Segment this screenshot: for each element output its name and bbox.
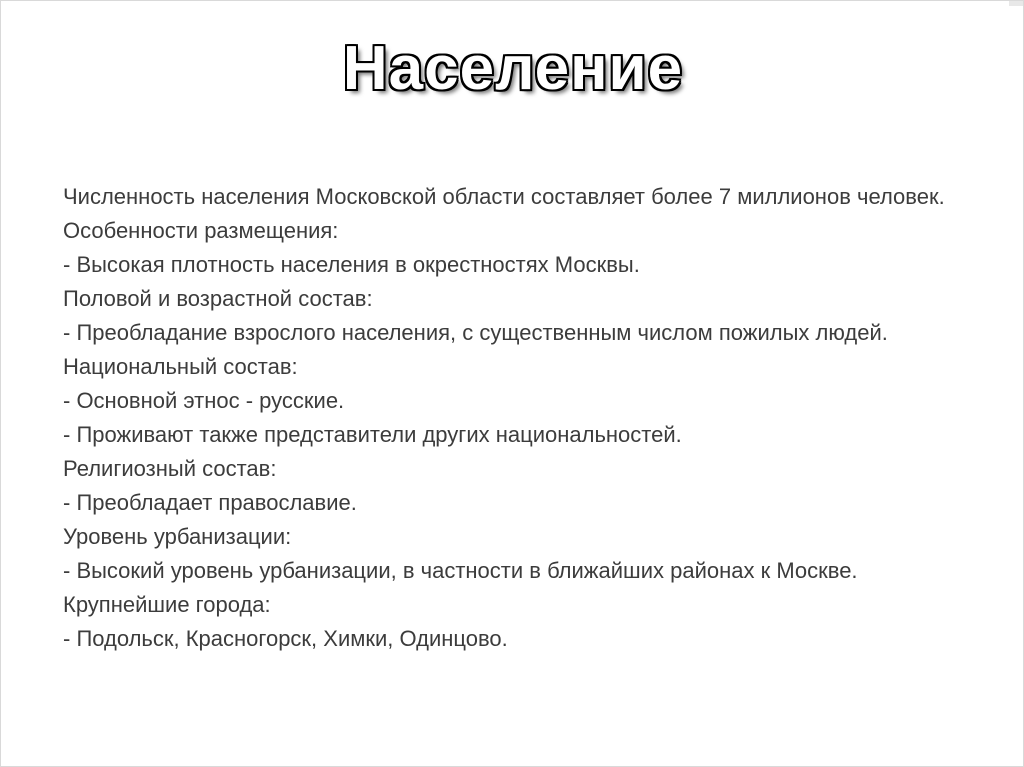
paragraph: Религиозный состав: — [63, 456, 277, 481]
paragraph: Национальный состав: — [63, 354, 298, 379]
paragraph: Уровень урбанизации: — [63, 524, 292, 549]
paragraph: - Высокий уровень урбанизации, в частности в ближайших районах к Москве. — [63, 558, 858, 583]
slide-title: Население — [342, 34, 684, 103]
paragraph: - Преобладает православие. — [63, 490, 357, 515]
corner-mark — [1009, 1, 1023, 6]
paragraph: Крупнейшие города: — [63, 592, 271, 617]
paragraph: Особенности размещения: — [63, 218, 339, 243]
slide-body — [63, 184, 993, 660]
paragraph: Численность населения Московской области составляет более 7 миллионов человек. — [63, 184, 945, 209]
paragraph: - Преобладание взрослого населения, с существенным числом пожилых людей. — [63, 320, 888, 345]
paragraph: - Основной этнос - русские. — [63, 388, 345, 413]
paragraph: Половой и возрастной состав: — [63, 286, 373, 311]
paragraph: - Подольск, Красногорск, Химки, Одинцово. — [63, 626, 508, 651]
paragraph: - Проживают также представители других национальностей. — [63, 422, 682, 447]
paragraph: - Высокая плотность населения в окрестностях Москвы. — [63, 252, 640, 277]
